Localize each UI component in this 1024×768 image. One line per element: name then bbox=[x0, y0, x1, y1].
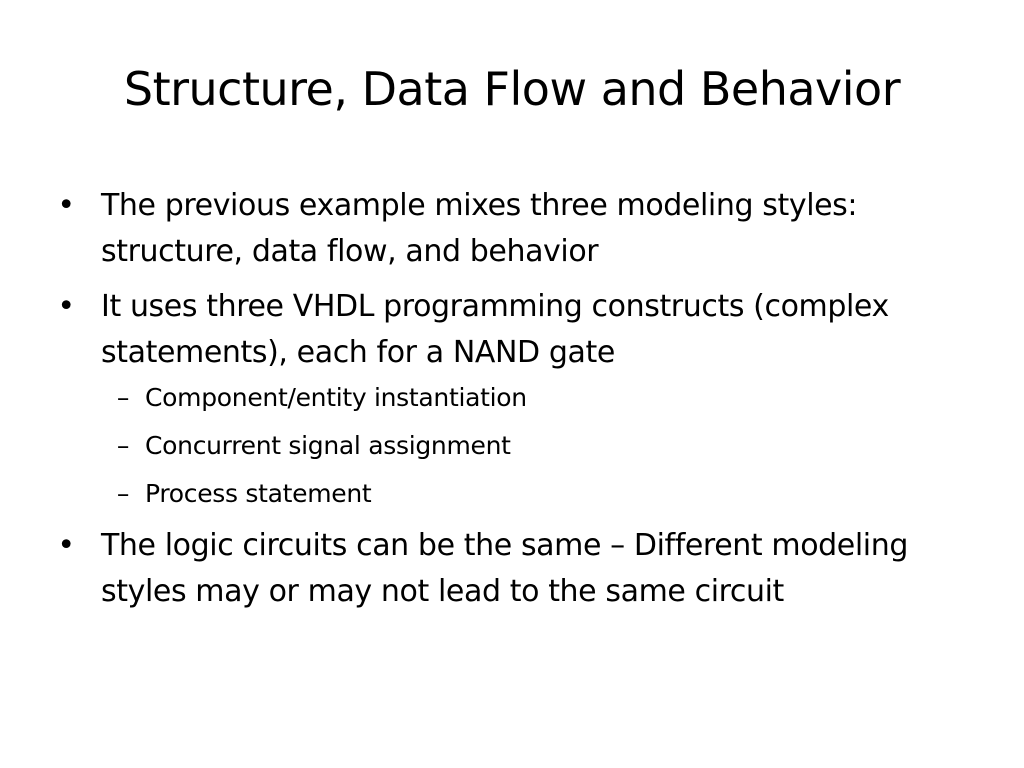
sub-bullet-text: Process statement bbox=[145, 479, 372, 508]
bullet-text: The logic circuits can be the same – Different modeling styles may or may not lead to the same circuit bbox=[101, 528, 908, 609]
sub-bullet-marker: – bbox=[116, 479, 130, 508]
bullet-item bbox=[56, 523, 971, 615]
sub-bullet-item bbox=[101, 379, 971, 417]
bullet-item bbox=[56, 284, 971, 513]
sub-bullet-item bbox=[101, 427, 971, 465]
sub-bullet-list bbox=[101, 379, 971, 513]
sub-bullet-marker: – bbox=[116, 431, 130, 460]
sub-bullet-text: Concurrent signal assignment bbox=[145, 431, 511, 460]
sub-bullet-text: Component/entity instantiation bbox=[145, 383, 527, 412]
bullet-text: The previous example mixes three modeling styles: structure, data flow, and behavior bbox=[101, 188, 858, 269]
slide-title: Structure, Data Flow and Behavior bbox=[123, 62, 901, 116]
bullet-marker: • bbox=[57, 528, 75, 563]
sub-bullet-item bbox=[101, 475, 971, 513]
bullet-list bbox=[56, 183, 971, 624]
bullet-text: It uses three VHDL programming constructs (complex statements), each for a NAND gate bbox=[101, 289, 889, 370]
bullet-marker: • bbox=[57, 289, 75, 324]
bullet-item bbox=[56, 183, 971, 275]
sub-bullet-marker: – bbox=[116, 383, 130, 412]
bullet-marker: • bbox=[57, 188, 75, 223]
